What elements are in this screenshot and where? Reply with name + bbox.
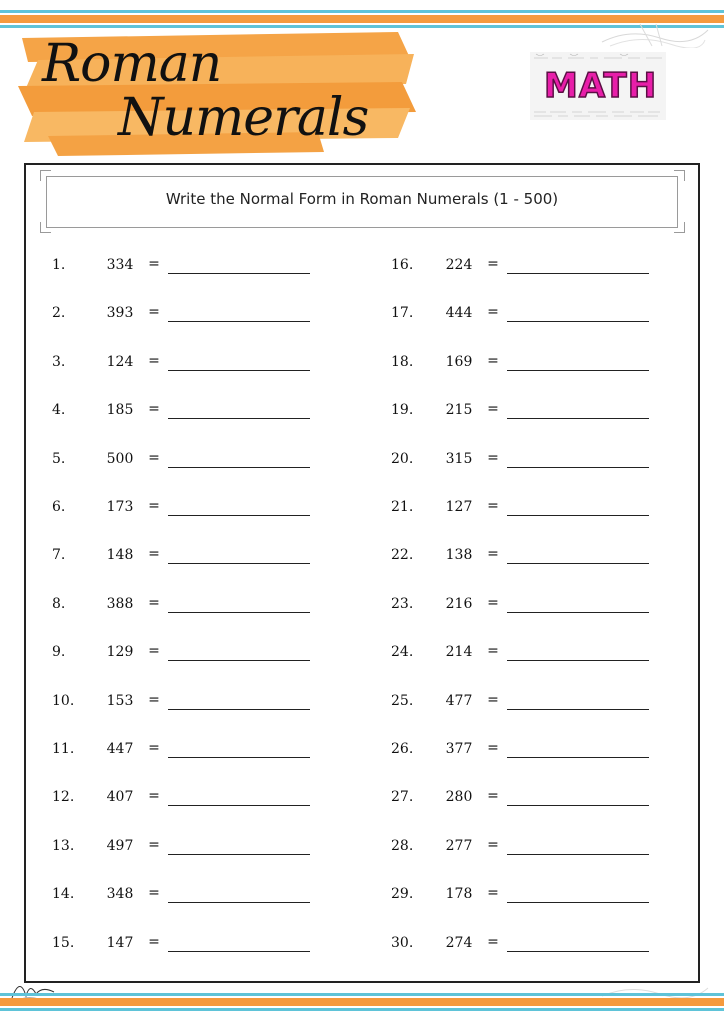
- equals-sign: =: [148, 595, 160, 611]
- equals-sign: =: [148, 788, 160, 804]
- equals-sign: =: [148, 885, 160, 901]
- problem-value: 497: [106, 838, 134, 854]
- problem-number: 12.: [52, 789, 75, 805]
- problem-row: [391, 789, 661, 813]
- problem-row: [52, 838, 322, 862]
- answer-blank[interactable]: [168, 515, 310, 516]
- problem-number: 3.: [52, 354, 66, 370]
- problem-value: 214: [445, 644, 473, 660]
- answer-blank[interactable]: [168, 709, 310, 710]
- answer-blank[interactable]: [168, 321, 310, 322]
- top-stripe-blue: [0, 10, 724, 13]
- problem-row: [391, 693, 661, 717]
- answer-blank[interactable]: [507, 902, 649, 903]
- answer-blank[interactable]: [168, 805, 310, 806]
- problem-number: 23.: [391, 596, 414, 612]
- answer-blank[interactable]: [168, 660, 310, 661]
- problem-number: 20.: [391, 451, 414, 467]
- problem-row: [391, 354, 661, 378]
- problem-value: 173: [106, 499, 134, 515]
- answer-blank[interactable]: [168, 418, 310, 419]
- problem-number: 16.: [391, 257, 414, 273]
- problem-number: 18.: [391, 354, 414, 370]
- problem-number: 1.: [52, 257, 66, 273]
- problem-value: 129: [106, 644, 134, 660]
- problem-value: 148: [106, 547, 134, 563]
- problem-number: 25.: [391, 693, 414, 709]
- problem-value: 169: [445, 354, 473, 370]
- problem-value: 388: [106, 596, 134, 612]
- problem-row: [391, 741, 661, 765]
- problem-number: 8.: [52, 596, 66, 612]
- decorative-sketch-top-right: [600, 20, 710, 48]
- problem-number: 22.: [391, 547, 414, 563]
- answer-blank[interactable]: [507, 273, 649, 274]
- problem-number: 21.: [391, 499, 414, 515]
- math-logo: [530, 52, 666, 120]
- problem-row: [391, 644, 661, 668]
- problem-row: [52, 886, 322, 910]
- equals-sign: =: [487, 450, 499, 466]
- answer-blank[interactable]: [168, 612, 310, 613]
- problem-row: [52, 354, 322, 378]
- problem-value: 274: [445, 935, 473, 951]
- problem-number: 15.: [52, 935, 75, 951]
- answer-blank[interactable]: [507, 951, 649, 952]
- equals-sign: =: [487, 740, 499, 756]
- problem-number: 9.: [52, 644, 66, 660]
- equals-sign: =: [487, 885, 499, 901]
- problem-row: [52, 741, 322, 765]
- equals-sign: =: [487, 546, 499, 562]
- equals-sign: =: [487, 788, 499, 804]
- answer-blank[interactable]: [507, 854, 649, 855]
- problem-value: 138: [445, 547, 473, 563]
- equals-sign: =: [148, 546, 160, 562]
- problem-value: 124: [106, 354, 134, 370]
- answer-blank[interactable]: [507, 757, 649, 758]
- corner-ornament: [40, 170, 51, 181]
- problem-number: 28.: [391, 838, 414, 854]
- answer-blank[interactable]: [507, 709, 649, 710]
- problem-number: 6.: [52, 499, 66, 515]
- problem-value: 277: [445, 838, 473, 854]
- title-numerals: Numerals: [118, 88, 369, 148]
- equals-sign: =: [148, 401, 160, 417]
- equals-sign: =: [148, 837, 160, 853]
- problem-value: 178: [445, 886, 473, 902]
- problem-row: [391, 886, 661, 910]
- problem-row: [52, 693, 322, 717]
- answer-blank[interactable]: [507, 321, 649, 322]
- bottom-stripe-orange: [0, 998, 724, 1006]
- problem-row: [52, 402, 322, 426]
- equals-sign: =: [148, 740, 160, 756]
- equals-sign: =: [148, 692, 160, 708]
- equals-sign: =: [487, 934, 499, 950]
- problem-number: 11.: [52, 741, 75, 757]
- math-word: MATH: [544, 66, 658, 106]
- problem-number: 24.: [391, 644, 414, 660]
- answer-blank[interactable]: [507, 418, 649, 419]
- equals-sign: =: [487, 401, 499, 417]
- title-roman: Roman: [42, 34, 222, 94]
- equals-sign: =: [148, 304, 160, 320]
- problem-value: 348: [106, 886, 134, 902]
- problem-number: 10.: [52, 693, 75, 709]
- problem-row: [391, 305, 661, 329]
- answer-blank[interactable]: [168, 467, 310, 468]
- problem-row: [391, 596, 661, 620]
- answer-blank[interactable]: [168, 902, 310, 903]
- answer-blank[interactable]: [168, 563, 310, 564]
- problem-row: [52, 499, 322, 523]
- problem-row: [52, 644, 322, 668]
- bottom-stripe-blue-lower: [0, 1008, 724, 1011]
- equals-sign: =: [148, 643, 160, 659]
- answer-blank[interactable]: [168, 951, 310, 952]
- answer-blank[interactable]: [507, 563, 649, 564]
- equals-sign: =: [487, 304, 499, 320]
- equals-sign: =: [487, 353, 499, 369]
- problem-value: 393: [106, 305, 134, 321]
- problem-value: 147: [106, 935, 134, 951]
- corner-ornament: [40, 222, 51, 233]
- problem-number: 5.: [52, 451, 66, 467]
- problem-row: [391, 935, 661, 959]
- equals-sign: =: [487, 256, 499, 272]
- problem-row: [52, 547, 322, 571]
- problem-number: 19.: [391, 402, 414, 418]
- equals-sign: =: [148, 256, 160, 272]
- equals-sign: =: [148, 498, 160, 514]
- problem-value: 280: [445, 789, 473, 805]
- bottom-stripe-blue: [0, 993, 724, 996]
- problem-row: [391, 402, 661, 426]
- corner-ornament: [674, 170, 685, 181]
- answer-blank[interactable]: [507, 515, 649, 516]
- problem-number: 30.: [391, 935, 414, 951]
- equals-sign: =: [487, 595, 499, 611]
- problem-row: [52, 789, 322, 813]
- problem-value: 500: [106, 451, 134, 467]
- problem-value: 407: [106, 789, 134, 805]
- answer-blank[interactable]: [507, 370, 649, 371]
- answer-blank[interactable]: [507, 660, 649, 661]
- problem-number: 4.: [52, 402, 66, 418]
- problem-row: [391, 499, 661, 523]
- answer-blank[interactable]: [507, 805, 649, 806]
- problem-row: [52, 451, 322, 475]
- equals-sign: =: [487, 643, 499, 659]
- equals-sign: =: [487, 837, 499, 853]
- answer-blank[interactable]: [168, 273, 310, 274]
- problem-value: 216: [445, 596, 473, 612]
- problem-number: 29.: [391, 886, 414, 902]
- problem-value: 224: [445, 257, 473, 273]
- problem-number: 26.: [391, 741, 414, 757]
- problem-value: 215: [445, 402, 473, 418]
- problem-value: 185: [106, 402, 134, 418]
- problem-row: [391, 257, 661, 281]
- problem-value: 315: [445, 451, 473, 467]
- equals-sign: =: [148, 353, 160, 369]
- answer-blank[interactable]: [168, 757, 310, 758]
- problem-row: [52, 935, 322, 959]
- problem-number: 13.: [52, 838, 75, 854]
- problem-row: [52, 596, 322, 620]
- problem-value: 127: [445, 499, 473, 515]
- problem-row: [52, 257, 322, 281]
- problem-row: [391, 547, 661, 571]
- answer-blank[interactable]: [168, 370, 310, 371]
- instructions-text: Write the Normal Form in Roman Numerals (1 - 500): [165, 190, 559, 208]
- problem-row: [391, 451, 661, 475]
- problem-number: 7.: [52, 547, 66, 563]
- answer-blank[interactable]: [507, 612, 649, 613]
- problem-value: 447: [106, 741, 134, 757]
- corner-ornament: [674, 222, 685, 233]
- problem-number: 27.: [391, 789, 414, 805]
- equals-sign: =: [487, 498, 499, 514]
- problem-value: 334: [106, 257, 134, 273]
- problem-value: 153: [106, 693, 134, 709]
- problem-number: 2.: [52, 305, 66, 321]
- problem-value: 377: [445, 741, 473, 757]
- problem-row: [52, 305, 322, 329]
- problem-value: 477: [445, 693, 473, 709]
- problem-number: 17.: [391, 305, 414, 321]
- equals-sign: =: [148, 450, 160, 466]
- equals-sign: =: [487, 692, 499, 708]
- answer-blank[interactable]: [507, 467, 649, 468]
- answer-blank[interactable]: [168, 854, 310, 855]
- equals-sign: =: [148, 934, 160, 950]
- problem-row: [391, 838, 661, 862]
- problem-value: 444: [445, 305, 473, 321]
- problem-number: 14.: [52, 886, 75, 902]
